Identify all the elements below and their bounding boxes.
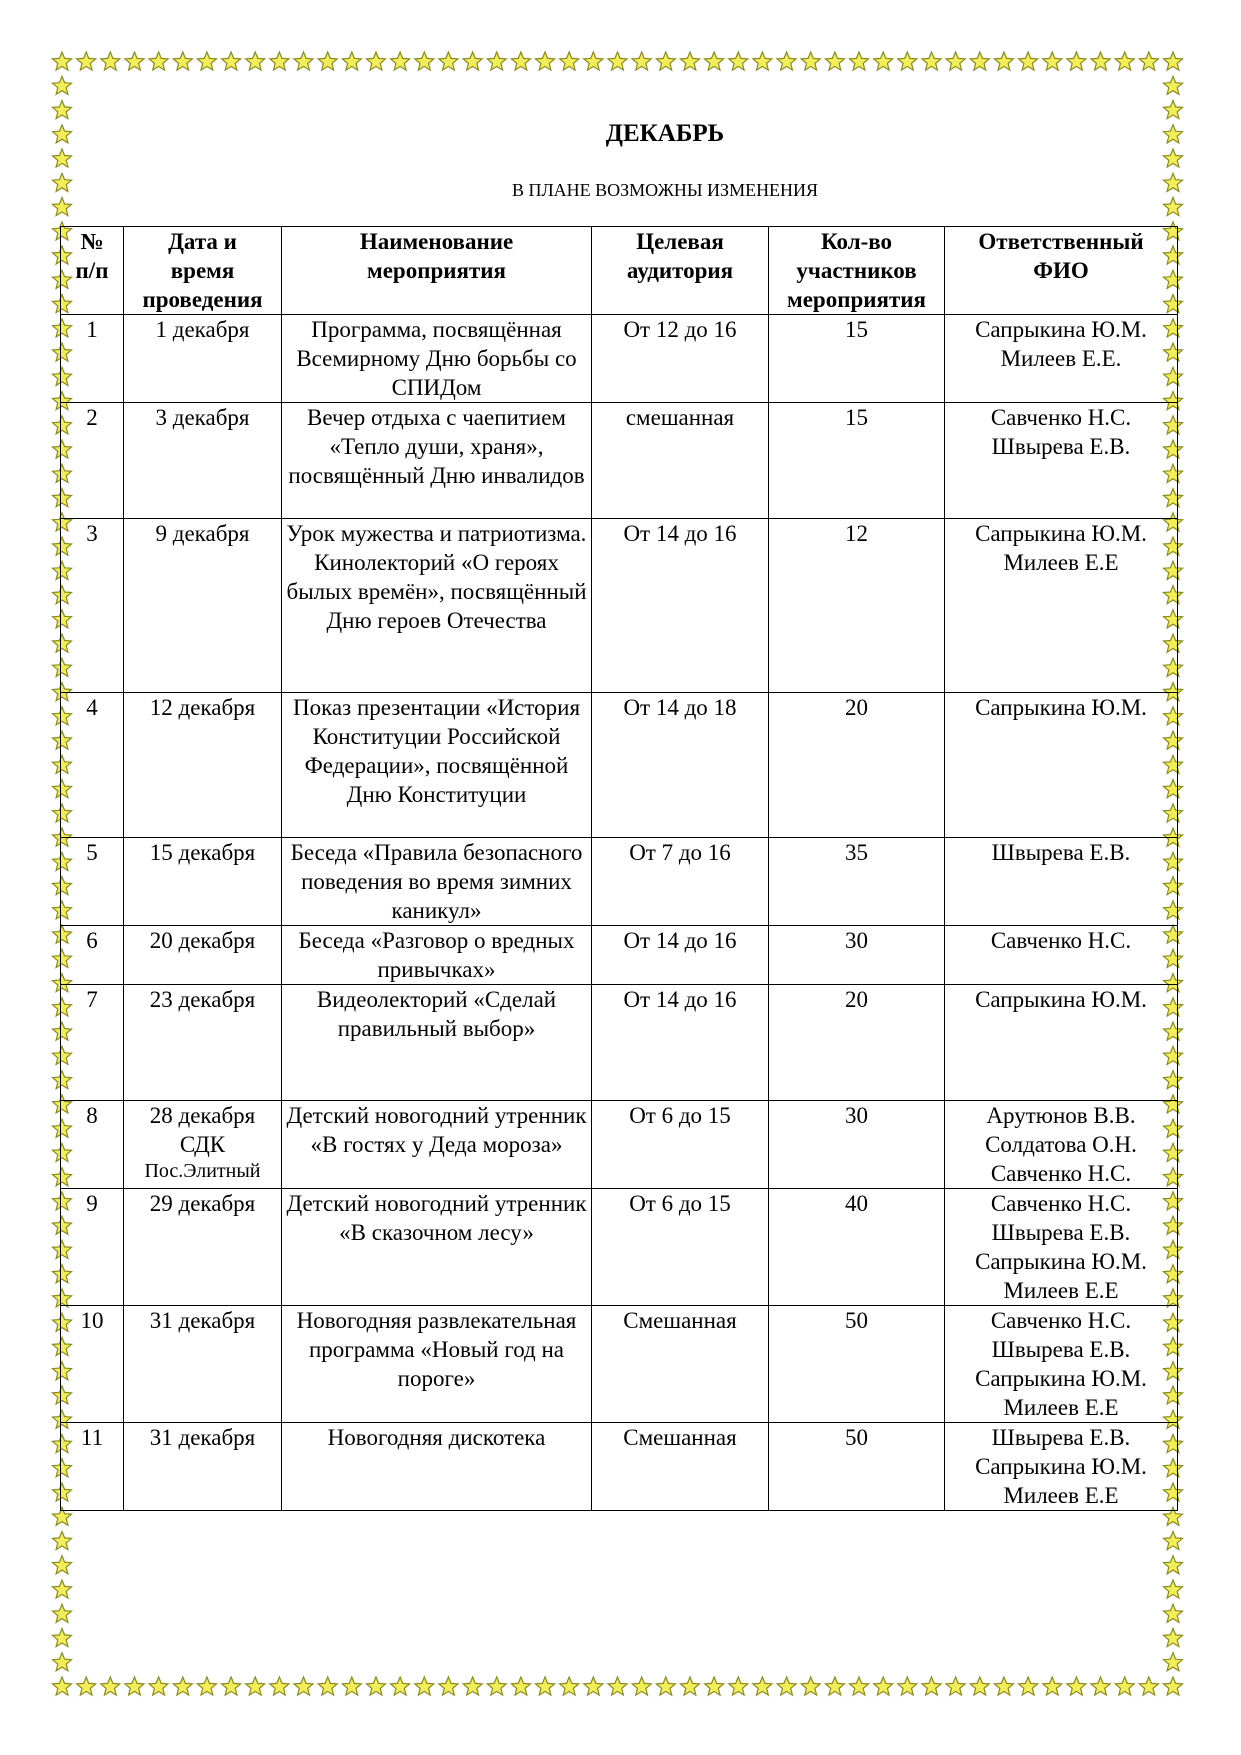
star-icon — [922, 1677, 941, 1695]
star-icon — [149, 1677, 168, 1695]
table-header-row — [61, 227, 1178, 315]
cell-participants: 20 — [769, 985, 945, 1101]
star-icon — [173, 1677, 192, 1695]
star-icon — [801, 1677, 820, 1695]
cell-event-name: Вечер отдыха с чаепитием «Тепло души, храня», посвящённый Дню инвалидов — [282, 403, 592, 519]
star-icon — [439, 52, 458, 70]
header-responsible: Ответственный ФИО — [945, 227, 1178, 315]
cell-event-name: Детский новогодний утренник «В сказочном лесу» — [282, 1189, 592, 1306]
cell-event-name: Беседа «Правила безопасного поведения во время зимних каникул» — [282, 838, 592, 926]
star-icon — [463, 52, 482, 70]
table-row — [61, 519, 1178, 693]
header-date: Дата и время проведения — [124, 227, 282, 315]
star-icon — [729, 1677, 748, 1695]
cell-participants: 12 — [769, 519, 945, 693]
star-icon — [898, 52, 917, 70]
cell-responsible: Савченко Н.С. Швырева Е.В. Сапрыкина Ю.М. Милеев Е.Е — [945, 1189, 1178, 1306]
star-icon — [560, 1677, 579, 1695]
table-row — [61, 1423, 1178, 1511]
star-icon — [1139, 52, 1158, 70]
cell-event-name: Показ презентации «История Конституции Российской Федерации», посвящённой Дню Конституции — [282, 693, 592, 838]
cell-date: 29 декабря — [124, 1189, 282, 1306]
cell-date: 31 декабря — [124, 1423, 282, 1511]
cell-number: 11 — [61, 1423, 124, 1511]
cell-audience: От 6 до 15 — [592, 1101, 769, 1189]
star-icon — [970, 1677, 989, 1695]
cell-date: 1 декабря — [124, 315, 282, 403]
star-icon — [1019, 52, 1038, 70]
star-icon — [536, 52, 555, 70]
star-icon — [318, 52, 337, 70]
table-row — [61, 985, 1178, 1101]
events-table — [60, 226, 1178, 1511]
star-icon — [1164, 1629, 1183, 1647]
cell-number: 4 — [61, 693, 124, 838]
cell-responsible: Арутюнов В.В. Солдатова О.Н. Савченко Н.С. — [945, 1101, 1178, 1189]
star-icon — [680, 1677, 699, 1695]
star-icon — [197, 1677, 216, 1695]
cell-audience: Смешанная — [592, 1423, 769, 1511]
star-icon — [922, 52, 941, 70]
table-row — [61, 693, 1178, 838]
star-icon — [1091, 1677, 1110, 1695]
cell-audience: смешанная — [592, 403, 769, 519]
cell-responsible: Савченко Н.С. Швырева Е.В. Сапрыкина Ю.М. Милеев Е.Е — [945, 1306, 1178, 1423]
star-icon — [970, 52, 989, 70]
star-icon — [222, 1677, 241, 1695]
star-icon — [656, 52, 675, 70]
cell-responsible: Швырева Е.В. — [945, 838, 1178, 926]
header-participants: Кол-во участников мероприятия — [769, 227, 945, 315]
cell-participants: 50 — [769, 1423, 945, 1511]
cell-number: 9 — [61, 1189, 124, 1306]
table-row — [61, 1189, 1178, 1306]
star-icon — [101, 52, 120, 70]
cell-participants: 30 — [769, 926, 945, 985]
star-icon — [53, 1532, 72, 1550]
star-icon — [294, 1677, 313, 1695]
star-icon — [850, 52, 869, 70]
star-icon — [463, 1677, 482, 1695]
cell-date: 3 декабря — [124, 403, 282, 519]
star-icon — [608, 1677, 627, 1695]
cell-event-name: Урок мужества и патриотизма. Кинолекторий «О героях былых времён», посвящённый Дню героев Отечества — [282, 519, 592, 693]
cell-event-name: Новогодняя дискотека — [282, 1423, 592, 1511]
cell-date: 9 декабря — [124, 519, 282, 693]
cell-participants: 15 — [769, 403, 945, 519]
star-icon — [125, 52, 144, 70]
star-icon — [391, 1677, 410, 1695]
cell-responsible: Савченко Н.С. Швырева Е.В. — [945, 403, 1178, 519]
cell-venue: Пос.Элитный — [144, 1160, 261, 1182]
star-icon — [342, 1677, 361, 1695]
star-icon — [1164, 149, 1183, 167]
cell-date — [124, 1101, 282, 1189]
cell-event-name: Видеолекторий «Сделай правильный выбор» — [282, 985, 592, 1101]
star-icon — [874, 1677, 893, 1695]
cell-participants: 50 — [769, 1306, 945, 1423]
star-icon — [536, 1677, 555, 1695]
star-icon — [53, 1556, 72, 1574]
cell-number: 8 — [61, 1101, 124, 1189]
star-icon — [197, 52, 216, 70]
cell-responsible: Савченко Н.С. — [945, 926, 1178, 985]
star-icon — [1139, 1677, 1158, 1695]
star-icon — [77, 52, 96, 70]
star-icon — [850, 1677, 869, 1695]
cell-audience: От 14 до 16 — [592, 985, 769, 1101]
star-icon — [53, 1580, 72, 1598]
cell-date: 12 декабря — [124, 693, 282, 838]
cell-audience: От 14 до 16 — [592, 519, 769, 693]
star-icon — [801, 52, 820, 70]
star-icon — [777, 1677, 796, 1695]
star-icon — [705, 52, 724, 70]
cell-date: 20 декабря — [124, 926, 282, 985]
star-icon — [342, 52, 361, 70]
header-number: № п/п — [61, 227, 124, 315]
cell-event-name: Беседа «Разговор о вредных привычках» — [282, 926, 592, 985]
star-icon — [53, 1653, 72, 1671]
star-icon — [53, 101, 72, 119]
star-icon — [391, 52, 410, 70]
cell-participants: 15 — [769, 315, 945, 403]
star-icon — [318, 1677, 337, 1695]
star-icon — [149, 52, 168, 70]
star-icon — [874, 52, 893, 70]
cell-number: 3 — [61, 519, 124, 693]
star-icon — [1091, 52, 1110, 70]
cell-responsible: Швырева Е.В. Сапрыкина Ю.М. Милеев Е.Е — [945, 1423, 1178, 1511]
star-icon — [656, 1677, 675, 1695]
star-icon — [777, 52, 796, 70]
cell-number: 1 — [61, 315, 124, 403]
star-icon — [511, 1677, 530, 1695]
star-icon — [246, 52, 265, 70]
star-icon — [511, 52, 530, 70]
star-icon — [53, 52, 72, 70]
table-row — [61, 1101, 1178, 1189]
star-icon — [994, 52, 1013, 70]
star-icon — [1019, 1677, 1038, 1695]
cell-responsible: Сапрыкина Ю.М. — [945, 985, 1178, 1101]
star-icon — [1115, 52, 1134, 70]
star-icon — [222, 52, 241, 70]
cell-participants: 35 — [769, 838, 945, 926]
star-icon — [680, 52, 699, 70]
star-icon — [1067, 1677, 1086, 1695]
cell-participants: 40 — [769, 1189, 945, 1306]
star-icon — [1067, 52, 1086, 70]
cell-number: 2 — [61, 403, 124, 519]
header-event-name: Наименование мероприятия — [282, 227, 592, 315]
star-icon — [753, 52, 772, 70]
cell-date-text: 28 декабря СДК — [149, 1103, 256, 1157]
star-icon — [125, 1677, 144, 1695]
star-icon — [584, 1677, 603, 1695]
star-icon — [1164, 1653, 1183, 1671]
cell-audience: От 7 до 16 — [592, 838, 769, 926]
cell-event-name: Детский новогодний утренник «В гостях у Деда мороза» — [282, 1101, 592, 1189]
star-icon — [705, 1677, 724, 1695]
star-icon — [1043, 1677, 1062, 1695]
table-row — [61, 926, 1178, 985]
star-icon — [946, 1677, 965, 1695]
table-row — [61, 1306, 1178, 1423]
cell-event-name: Новогодняя развлекательная программа «Новый год на пороге» — [282, 1306, 592, 1423]
star-icon — [994, 1677, 1013, 1695]
cell-responsible: Сапрыкина Ю.М. Милеев Е.Е. — [945, 315, 1178, 403]
star-icon — [367, 52, 386, 70]
star-icon — [825, 52, 844, 70]
star-icon — [415, 1677, 434, 1695]
star-icon — [825, 1677, 844, 1695]
star-icon — [294, 52, 313, 70]
star-icon — [415, 52, 434, 70]
cell-number: 5 — [61, 838, 124, 926]
cell-audience: Смешанная — [592, 1306, 769, 1423]
star-icon — [560, 52, 579, 70]
star-icon — [753, 1677, 772, 1695]
star-icon — [1164, 101, 1183, 119]
star-icon — [270, 1677, 289, 1695]
cell-participants: 30 — [769, 1101, 945, 1189]
cell-audience: От 14 до 18 — [592, 693, 769, 838]
star-icon — [1164, 52, 1183, 70]
star-icon — [53, 1604, 72, 1622]
star-icon — [53, 1629, 72, 1647]
cell-number: 10 — [61, 1306, 124, 1423]
star-icon — [53, 1677, 72, 1695]
star-icon — [367, 1677, 386, 1695]
cell-responsible: Сапрыкина Ю.М. Милеев Е.Е — [945, 519, 1178, 693]
star-icon — [1164, 1677, 1183, 1695]
star-icon — [487, 1677, 506, 1695]
header-audience: Целевая аудитория — [592, 227, 769, 315]
page-subtitle: В ПЛАНЕ ВОЗМОЖНЫ ИЗМЕНЕНИЯ — [511, 180, 819, 200]
star-icon — [1164, 1556, 1183, 1574]
star-icon — [487, 52, 506, 70]
cell-event-name: Программа, посвящённая Всемирному Дню борьбы со СПИДом — [282, 315, 592, 403]
star-icon — [270, 52, 289, 70]
star-icon — [246, 1677, 265, 1695]
cell-date: 15 декабря — [124, 838, 282, 926]
star-icon — [632, 52, 651, 70]
page-title: ДЕКАБРЬ — [605, 120, 725, 147]
table-row — [61, 838, 1178, 926]
table-row — [61, 315, 1178, 403]
star-icon — [584, 52, 603, 70]
cell-responsible: Сапрыкина Ю.М. — [945, 693, 1178, 838]
star-icon — [1164, 1532, 1183, 1550]
cell-audience: От 14 до 16 — [592, 926, 769, 985]
star-icon — [1115, 1677, 1134, 1695]
star-icon — [729, 52, 748, 70]
star-icon — [946, 52, 965, 70]
star-icon — [632, 1677, 651, 1695]
cell-number: 6 — [61, 926, 124, 985]
star-icon — [1164, 1604, 1183, 1622]
cell-date: 31 декабря — [124, 1306, 282, 1423]
cell-audience: От 12 до 16 — [592, 315, 769, 403]
cell-participants: 20 — [769, 693, 945, 838]
star-icon — [898, 1677, 917, 1695]
star-icon — [439, 1677, 458, 1695]
star-icon — [1043, 52, 1062, 70]
star-icon — [53, 149, 72, 167]
star-icon — [77, 1677, 96, 1695]
cell-audience: От 6 до 15 — [592, 1189, 769, 1306]
star-icon — [1164, 1580, 1183, 1598]
star-icon — [1164, 76, 1183, 94]
cell-date: 23 декабря — [124, 985, 282, 1101]
star-icon — [173, 52, 192, 70]
star-icon — [101, 1677, 120, 1695]
table-row — [61, 403, 1178, 519]
cell-number: 7 — [61, 985, 124, 1101]
star-icon — [608, 52, 627, 70]
star-icon — [53, 76, 72, 94]
